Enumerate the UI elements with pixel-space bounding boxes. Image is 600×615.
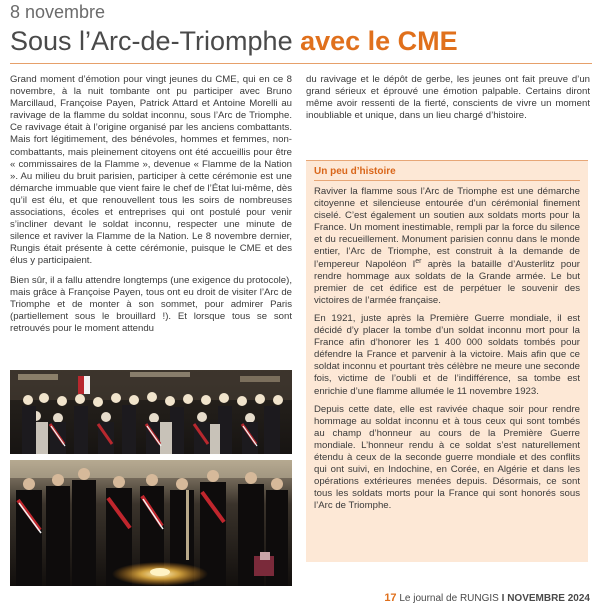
article-paragraph-2: Bien sûr, il a fallu attendre longtemps (une exigence du protocole), mais grâce à Françoise Payen, tous ont eu droit de visiter l’Arc de Triomphe et de monter à son sommet, pour admirer Paris (partiellement sous le brouillard !). Et lorsque tous se sont retrouvés pour le moment attendu bbox=[10, 274, 292, 334]
history-paragraph-1 bbox=[314, 186, 580, 307]
article-column-right bbox=[306, 74, 590, 122]
article-paragraph-1: Grand moment d’émotion pour vingt jeunes du CME, qui en ce 8 novembre, à la nuit tombante ont pu participer avec Bruno Marcillaud, Françoise Payen, Patrick Attard et Antoine Morelli au ravivage de la flamme du soldat inconnu, sous l’Arc de Triomphe. Ce ravivage était à l’origine organisé par les anciens combattants. Mais fort légitimement, des bénévoles, hommes et femmes, non-combattants, mais pleinement citoyens ont été accueillis pour être « commissaires de la Flamme », devenue « Flamme de la Nation ». Au milieu du bruit parisien, participer à cette cérémonie est une démarche immuable que vient faire le chef de l’État lui-même, dès qu’il est élu, et que renouvellent tous les soirs de nombreuses associations, écoles et entreprises qui ont postulé pour venir s’incliner devant le soldat inconnu, respecter une minute de silence et raviver la Flamme de la Nation. Le 8 novembre dernier, Rungis était présente à cette cérémonie, puisque le CME et des élus y participaient. bbox=[10, 74, 292, 267]
title-accent: avec le CME bbox=[300, 26, 458, 56]
history-p1-superscript: er bbox=[415, 257, 422, 265]
footer-separator: I bbox=[501, 593, 505, 604]
history-p1-start: Raviver la flamme sous l’Arc de Triomphe est une démarche citoyenne et silencieuse entourée d’un cérémonial finement ciselé. C’est également un soutien aux soldats morts pour la France. Un moment inestimable, rempli par la force du silence et du recueillement. Monument parisien connu dans le monde entier, l’Arc de Triomphe, est construit à la demande de l’empereur Napoléon I bbox=[314, 186, 580, 270]
flame-ceremony-photo-image bbox=[10, 460, 292, 586]
article-column-left bbox=[10, 74, 292, 342]
history-box bbox=[306, 160, 588, 562]
issue-date: NOVEMBRE 2024 bbox=[507, 593, 590, 604]
history-paragraph-3: Depuis cette date, elle est ravivée chaque soir pour rendre hommage au soldat inconnu et à tous ceux qui sont tombés au champ d’honneur au cours de la Première Guerre mondiale. L’honneur rendu à ce soldat s’est naturellement étendu à ceux de la seconde guerre mondiale et des conflits qui ont suivi, en Indochine, en Corée, en Algérie et dans les opérations extérieures menées depuis. Désormais, ce sont tous les soldats morts pour la France qui sont honorés sous l’Arc de Triomphe. bbox=[314, 403, 580, 512]
history-heading: Un peu d’histoire bbox=[314, 166, 580, 181]
group-photo-image bbox=[10, 370, 292, 454]
article-paragraph-3: du ravivage et le dépôt de gerbe, les jeunes ont fait preuve d’un grand sérieux et éprouvé une émotion palpable. Certains diront même avoir ressenti de la fierté, conscients de vivre un moment inoubliable et unique, dans un lieu chargé d’histoire. bbox=[306, 74, 590, 122]
article-title bbox=[10, 26, 458, 57]
article-date: 8 novembre bbox=[10, 2, 106, 22]
title-main: Sous l’Arc-de-Triomphe bbox=[10, 26, 301, 56]
page-footer bbox=[384, 592, 590, 604]
group-photo bbox=[10, 370, 292, 454]
title-divider bbox=[10, 63, 592, 64]
flame-ceremony-photo bbox=[10, 460, 292, 586]
page-number: 17 bbox=[384, 592, 397, 604]
history-p1-end: après la bataille d’Austerlitz pour rendre hommage aux soldats de la Grande armée. Le but premier de cet édifice est de perpétuer le souvenir des victoires de l’armée française. bbox=[314, 258, 580, 306]
journal-name: Le journal de RUNGIS bbox=[399, 593, 499, 604]
history-paragraph-2: En 1921, juste après la Première Guerre mondiale, il est décidé d’y placer la tombe d’un soldat inconnu mort pour la France afin d’honorer les 1 400 000 soldats tombés pour défendre la France et parvenir à la victoire. Mais afin que ce soldat inconnu et pourtant très célèbre ne meure une seconde fois, victime de l’oubli et de l’indifférence, sa tombe est enrichie d’une flamme allumée le 11 novembre 1923. bbox=[314, 312, 580, 397]
